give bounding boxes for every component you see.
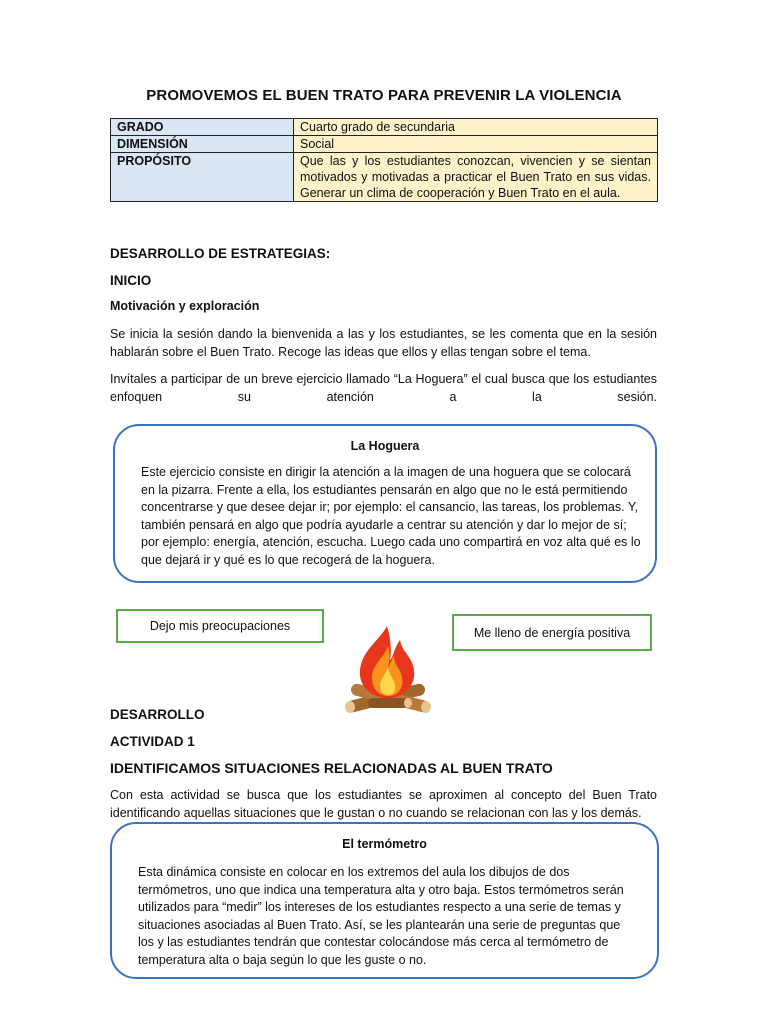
dimension-label: DIMENSIÓN [111, 136, 294, 153]
intro-paragraph: Se inicia la sesión dando la bienvenida a las y los estudiantes, se les comenta que en la sesión hablarán sobre el Buen Trato. Recoge las ideas que ellos y ellas tengan sobre el tema. [110, 327, 657, 359]
desarrollo-heading: DESARROLLO [110, 707, 205, 722]
info-table [110, 118, 658, 202]
hoguera-box [113, 424, 657, 583]
actividad1-heading: ACTIVIDAD 1 [110, 734, 195, 749]
grado-value: Cuarto grado de secundaria [294, 119, 658, 136]
desarrollo-estrategias-heading: DESARROLLO DE ESTRATEGIAS: [110, 246, 331, 261]
table-row [111, 119, 658, 136]
bonfire-icon [332, 622, 442, 718]
energia-positiva-label: Me lleno de energía positiva [452, 614, 652, 651]
identificamos-heading: IDENTIFICAMOS SITUACIONES RELACIONADAS AL BUEN TRATO [110, 760, 553, 776]
grado-label: GRADO [111, 119, 294, 136]
motivacion-heading: Motivación y exploración [110, 299, 260, 313]
hoguera-title: La Hoguera [350, 439, 420, 453]
termometro-title: El termómetro [342, 837, 427, 851]
proposito-label: PROPÓSITO [111, 153, 294, 202]
dimension-value: Social [294, 136, 658, 153]
page-title: PROMOVEMOS EL BUEN TRATO PARA PREVENIR LA VIOLENCIA [146, 87, 622, 104]
proposito-value: Que las y los estudiantes conozcan, vivencien y se sientan motivados y motivadas a practicar el Buen Trato en sus vidas. Generar un clima de cooperación y Buen Trato en el aula. [294, 153, 658, 202]
table-row [111, 153, 658, 202]
inicio-heading: INICIO [110, 273, 152, 288]
invitation-paragraph: Invítales a participar de un breve ejercicio llamado “La Hoguera” el cual busca que los estudiantes enfoquen su atención a la sesión. [110, 372, 657, 404]
dejo-preocupaciones-label: Dejo mis preocupaciones [116, 609, 324, 643]
termometro-box [110, 822, 659, 979]
activity-paragraph: Con esta actividad se busca que los estudiantes se aproximen al concepto del Buen Trato identificando aquellas situaciones que le gustan o no cuando se relacionan con las y los demás. [110, 788, 657, 820]
termometro-text: Esta dinámica consiste en colocar en los extremos del aula los dibujos de dos termómetros, uno que indica una temperatura alta y otro baja. Estos termómetros serán utilizados para “medir” los intereses de los estudiantes respecto a una serie de temas y situaciones asociadas al Buen Trato. Así, se les plantearán una serie de preguntas que los y las estudiantes tendrán que contestar colocándose más cerca al termómetro de temperatura alta o baja según lo que les guste o no. [138, 865, 624, 967]
table-row [111, 136, 658, 153]
hoguera-text: Este ejercicio consiste en dirigir la atención a la imagen de una hoguera que se colocará en la pizarra. Frente a ella, los estudiantes pensarán en algo que no le está permitiendo concentrarse y que desee dejar ir; por ejemplo: el cansancio, las tareas, los problemas. Y, también pensará en algo que podría ayudarle a centrar su atención y dar lo mejor de sí; por ejemplo: energía, atención, escucha. Luego cada uno compartirá en voz alta qué es lo que dejará ir y qué es lo que recogerá de la hoguera. [141, 465, 641, 567]
